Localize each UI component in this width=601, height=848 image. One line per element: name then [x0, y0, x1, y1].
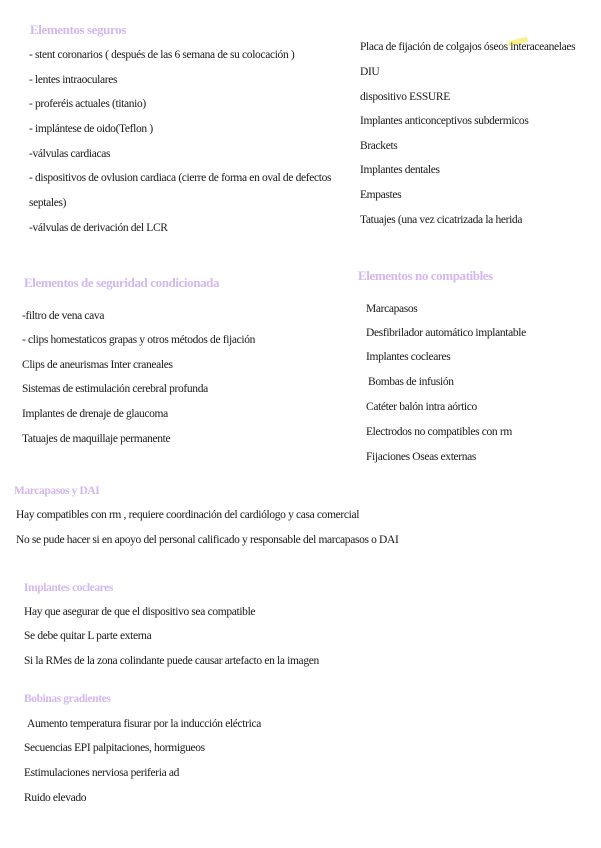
list-item: -válvulas de derivación del LCR	[29, 222, 168, 234]
list-item: Electrodos no compatibles con rm	[366, 426, 512, 438]
list-item: - clips homestaticos grapas y otros métodos de fijación	[22, 334, 256, 346]
list-item: - lentes intraoculares	[29, 74, 118, 86]
list-item: Implantes dentales	[360, 164, 440, 176]
heading-elementos-seguros: Elementos seguros	[30, 22, 126, 37]
heading-bobinas-gradientes: Bobinas gradientes	[24, 693, 111, 705]
list-item: Marcapasos	[366, 303, 418, 315]
list-item: Secuencias EPI palpitaciones, hormigueos	[24, 742, 205, 754]
list-item: - dispositivos de ovlusion cardiaca (cierre de forma en oval de defectos	[29, 172, 332, 184]
list-item: No se pude hacer si en apoyo del personal calificado y responsable del marcapasos o DAI	[16, 534, 399, 546]
list-item: Fijaciones Oseas externas	[366, 451, 477, 463]
list-item: Tatuajes (una vez cicatrizada la herida	[360, 214, 523, 226]
list-item: Catéter balón intra aórtico	[366, 401, 477, 413]
list-item: - implántese de oido(Teflon )	[29, 123, 153, 135]
heading-no-compatibles: Elementos no compatibles	[358, 268, 493, 283]
heading-seguridad-condicionada: Elementos de seguridad condicionada	[24, 275, 220, 290]
list-item: -válvulas cardiacas	[29, 148, 111, 160]
list-item: Ruido elevado	[24, 792, 87, 804]
list-item: - proferéis actuales (titanio)	[29, 98, 146, 110]
heading-implantes-cocleares: Implantes cocleares	[24, 582, 113, 594]
list-item: Placa de fijación de colgajos óseos interaceanelaes	[360, 41, 576, 53]
list-item: Estimulaciones nerviosa periferia ad	[24, 767, 180, 779]
list-item: Desfibrilador automático implantable	[366, 327, 526, 339]
list-item: dispositivo ESSURE	[360, 91, 450, 103]
list-item: Si la RMes de la zona colindante puede causar artefacto en la imagen	[24, 655, 319, 667]
list-item: Sistemas de estimulación cerebral profunda	[22, 383, 208, 395]
list-item: - stent coronarios ( después de las 6 semana de su colocación )	[29, 49, 295, 61]
list-item: Tatuajes de maquillaje permanente	[22, 433, 171, 445]
list-item: Bombas de infusión	[368, 376, 454, 388]
list-item: Clips de aneurismas Inter craneales	[22, 359, 173, 371]
list-item: Empastes	[360, 189, 402, 201]
list-item: Aumento temperatura fisurar por la inducción eléctrica	[27, 718, 261, 730]
list-item: Brackets	[360, 140, 398, 152]
list-item: Hay que asegurar de que el dispositivo sea compatible	[24, 606, 256, 618]
list-item: DIU	[360, 66, 380, 78]
list-item: Implantes cocleares	[366, 351, 451, 363]
list-item: Implantes de drenaje de glaucoma	[22, 408, 168, 420]
list-item: Implantes anticonceptivos subdermicos	[360, 115, 529, 127]
list-item: -filtro de vena cava	[22, 310, 105, 322]
heading-marcapasos-dai: Marcapasos y DAI	[14, 485, 100, 497]
list-item: Se debe quitar L parte externa	[24, 630, 152, 642]
list-item: Hay compatibles con rm , requiere coordinación del cardiólogo y casa comercial	[16, 509, 360, 521]
list-item: septales)	[29, 197, 67, 209]
